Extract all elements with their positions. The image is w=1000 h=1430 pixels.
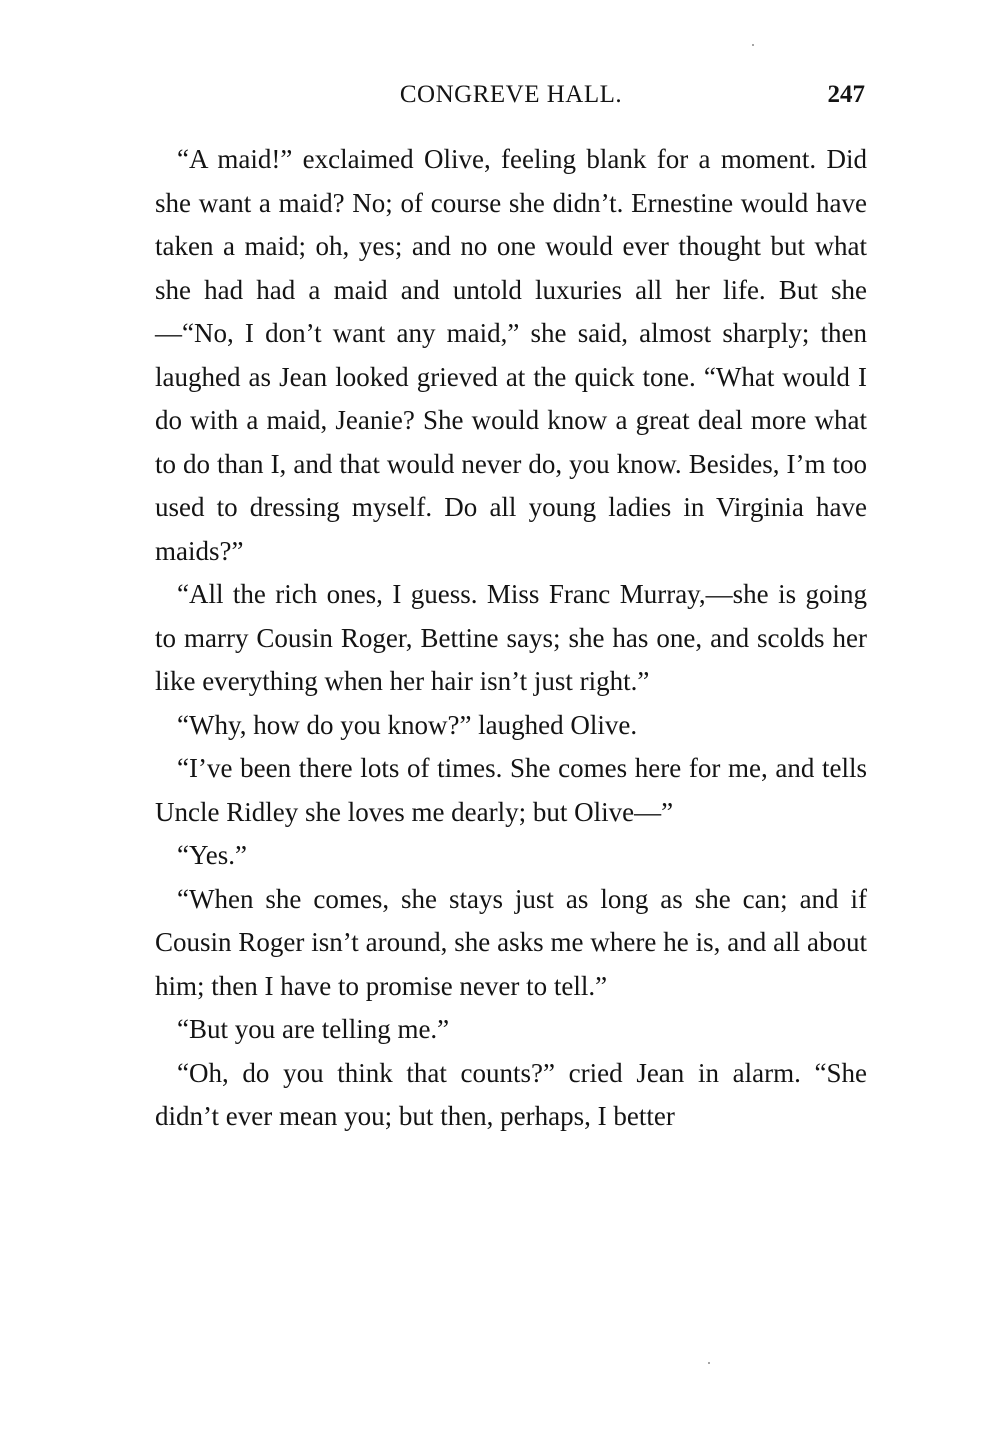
paragraph: “But you are telling me.” bbox=[177, 1014, 450, 1044]
paragraph: “When she comes, she stays just as long as she can; and if Cousin Roger isn’t around, she asks me where he is, and all about him; then I have to promise never to tell.” bbox=[155, 883, 867, 1001]
paragraph: “Why, how do you know?” laughed Olive. bbox=[177, 709, 638, 740]
print-speck bbox=[752, 44, 754, 46]
running-title: CONGREVE HALL. bbox=[399, 81, 623, 108]
body-text bbox=[155, 138, 867, 1139]
running-head bbox=[155, 78, 867, 112]
paragraph: “All the rich ones, I guess. Miss Franc Murray,—she is going to marry Cousin Roger, Bettine says; she has one, and scolds her like everything when her hair isn’t just right.” bbox=[155, 579, 867, 696]
paragraph: “I’ve been there lots of times. She comes here for me, and tells Uncle Ridley she loves me dearly; but Olive—” bbox=[155, 753, 867, 827]
print-speck bbox=[708, 1362, 710, 1364]
paragraph: “Yes.” bbox=[177, 840, 248, 870]
page-number: 247 bbox=[827, 81, 865, 108]
paragraph: “A maid!” exclaimed Olive, feeling blank for a moment. Did she want a maid? No; of course she didn’t. Ernestine would have taken a maid; oh, yes; and no one would ever thought but what she had had a maid and untold luxuries all her life. But she—“No, I don’t want any maid,” she said, almost sharply; then laughed as Jean looked grieved at the quick tone. “What would I do with a maid, Jeanie? She would know a great deal more what to do than I, and that would never do, you know. Besides, I’m too used to dressing myself. Do all young ladies in Virginia have maids?” bbox=[155, 144, 867, 566]
paragraph: “Oh, do you think that counts?” cried Jean in alarm. “She didn’t ever mean you; but then, perhaps, I better bbox=[155, 1057, 867, 1131]
